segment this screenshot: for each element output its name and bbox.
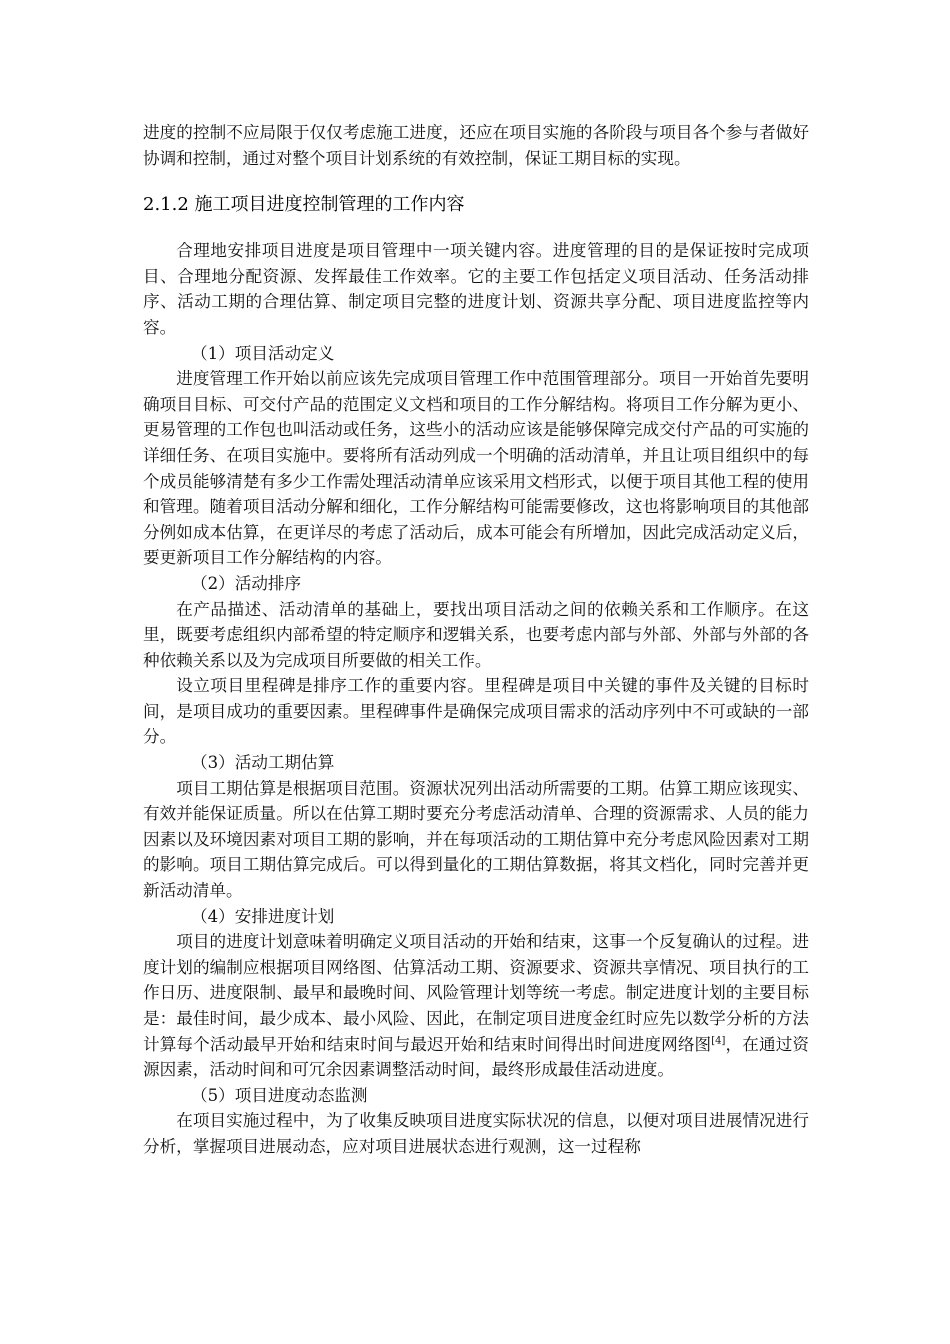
item-3-paragraph: 项目工期估算是根据项目范围。资源状况列出活动所需要的工期。估算工期应该现实、有效并能保证质量。所以在估算工期时要充分考虑活动清单、合理的资源需求、人员的能力因素以及环境因素对项目工期的影响，并在每项活动的工期估算中充分考虑风险因素对工期的影响。项目工期估算完成后。可以得到量化的工期估算数据，将其文档化，同时完善并更新活动清单。 <box>143 778 809 901</box>
item-2-paragraph-1: 在产品描述、活动清单的基础上，要找出项目活动之间的依赖关系和工作顺序。在这里，既要考虑组织内部希望的特定顺序和逻辑关系，也要考虑内部与外部、外部与外部的各种依赖关系以及为完成项目所要做的相关工作。 <box>143 599 809 670</box>
item-4-title: （4）安排进度计划 <box>191 906 335 926</box>
page-content <box>143 120 809 1160</box>
item-5-paragraph: 在项目实施过程中，为了收集反映项目进度实际状况的信息，以便对项目进展情况进行分析，掌握项目进展动态，应对项目进展状态进行观测，这一过程称 <box>143 1111 809 1156</box>
citation-marker: [4] <box>711 1035 726 1047</box>
item-4-paragraph <box>143 929 809 1083</box>
intro-paragraph: 进度的控制不应局限于仅仅考虑施工进度，还应在项目实施的各阶段与项目各个参与者做好协调和控制，通过对整个项目计划系统的有效控制，保证工期目标的实现。 <box>143 123 809 168</box>
item-5-title: （5）项目进度动态监测 <box>191 1085 368 1105</box>
item-1-paragraph: 进度管理工作开始以前应该先完成项目管理工作中范围管理部分。项目一开始首先要明确项目目标、可交付产品的范围定义文档和项目的工作分解结构。将项目工作分解为更小、更易管理的工作包也叫活动或任务，这些小的活动应该是能够保障完成交付产品的可实施的详细任务、在项目实施中。要将所有活动列成一个明确的活动清单，并且让项目组织中的每个成员能够清楚有多少工作需处理活动清单应该采用文档形式，以便于项目其他工程的使用和管理。随着项目活动分解和细化，工作分解结构可能需要修改，这也将影响项目的其他部分例如成本估算，在更详尽的考虑了活动后，成本可能会有所增加，因此完成活动定义后，要更新项目工作分解结构的内容。 <box>143 369 809 568</box>
item-4-text-after-citation: ，在通过资源因素，活动时间和可冗余因素调整活动时间，最终形成最佳活动进度。 <box>143 1034 810 1080</box>
section-heading: 2.1.2 施工项目进度控制管理的工作内容 <box>143 194 465 216</box>
item-1-title: （1）项目活动定义 <box>191 343 335 363</box>
item-3-title: （3）活动工期估算 <box>191 753 335 773</box>
item-2-title: （2）活动排序 <box>191 573 302 593</box>
item-2-paragraph-2: 设立项目里程碑是排序工作的重要内容。里程碑是项目中关键的事件及关键的目标时间，是项目成功的重要因素。里程碑事件是确保完成项目需求的活动序列中不可或缺的一部分。 <box>143 676 809 747</box>
overview-paragraph: 合理地安排项目进度是项目管理中一项关键内容。进度管理的目的是保证按时完成项目、合理地分配资源、发挥最佳工作效率。它的主要工作包括定义项目活动、任务活动排序、活动工期的合理估算、制定项目完整的进度计划、资源共享分配、项目进度监控等内容。 <box>143 241 809 337</box>
item-4-text-before-citation: 项目的进度计划意味着明确定义项目活动的开始和结束，这事一个反复确认的过程。进度计划的编制应根据项目网络图、估算活动工期、资源要求、资源共享情况、项目执行的工作日历、进度限制、最早和最晚时间、风险管理计划等统一考虑。制定进度计划的主要目标是：最佳时间，最少成本、最小风险、因此，在制定项目进度金红时应先以数学分析的方法计算每个活动最早开始和结束时间与最迟开始和结束时间得出时间进度网络图 <box>143 932 809 1054</box>
